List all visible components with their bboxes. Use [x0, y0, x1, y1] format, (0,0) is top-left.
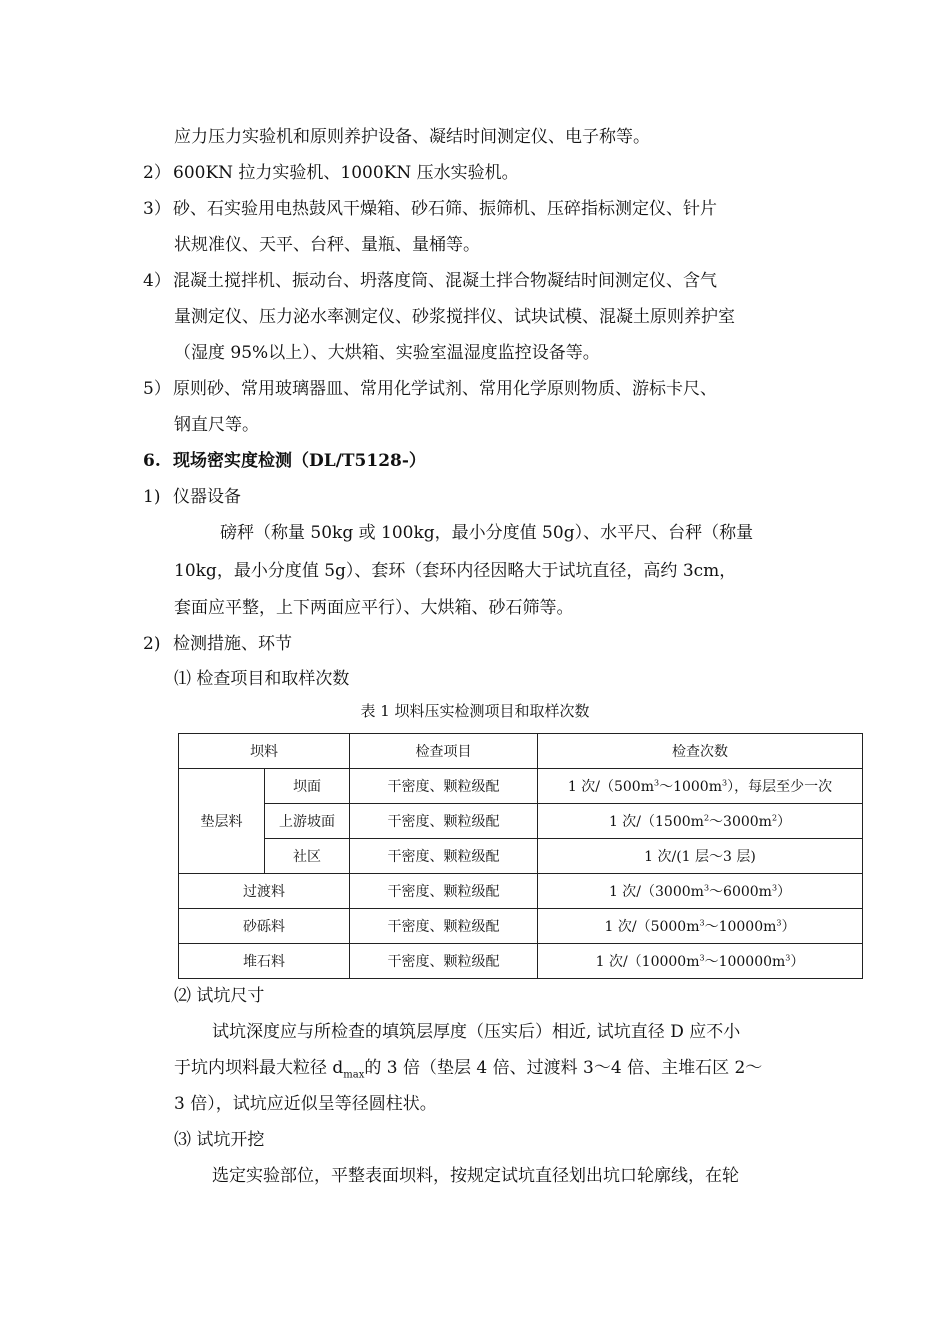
subsection-heading [143, 486, 241, 508]
text-line: 量测定仪、压力泌水率测定仪、砂浆搅拌仪、试块试模、混凝土原则养护室 [174, 307, 735, 327]
table-cell: 1 次$/(500m^3\sim 1000m^3)$，每层至少一次 [538, 769, 863, 804]
list-item [143, 162, 519, 184]
table-cell: 坝面 [265, 769, 350, 804]
section-title: 现场密实度检测（DL/T5128-） [173, 451, 426, 471]
text-line: 选定实验部位，平整表面坝料，按规定试坑直径划出坑口轮廓线，在轮 [212, 1166, 739, 1186]
header-cell: 检查项目 [350, 734, 538, 769]
group-cell: 垫层料 [179, 769, 265, 874]
table-cell: 1 次/(1 层～3 层) [538, 839, 863, 874]
table-cell: 1 次$/(3000m^3\sim 6000m^3)$ [538, 874, 863, 909]
text-line: 于坑内坝料最大粒径 $d_{max}$的 3 倍（垫层 4 倍、过渡料 3～4 倍、主堆石区 2～ [174, 1058, 763, 1081]
subsection-number: 1) [143, 487, 161, 507]
text-line: 10kg，最小分度值 5g）、套环（套环内径因略大于试坑直径，高约 3cm， [174, 561, 737, 581]
table-row [179, 909, 863, 944]
section-heading [143, 450, 426, 472]
text-line: 磅秤（称量 50kg 或 100kg，最小分度值 50g）、水平尺、台秤（称量 [220, 523, 754, 543]
table-cell: 干密度、颗粒级配 [350, 909, 538, 944]
table-caption: 表 1 坝料压实检测项目和取样次数 [360, 702, 590, 720]
subsection-title: 检测措施、环节 [173, 634, 292, 654]
table-row [179, 769, 863, 804]
table-cell: 过渡料 [179, 874, 350, 909]
step-heading: ⑵ 试坑尺寸 [174, 986, 265, 1006]
table-row [179, 804, 863, 839]
table-cell: 堆石料 [179, 944, 350, 979]
text-line: 套面应平整，上下两面应平行）、大烘箱、砂石筛等。 [174, 598, 574, 618]
table-cell: 社区 [265, 839, 350, 874]
header-cell: 检查次数 [538, 734, 863, 769]
table-cell: 1 次$/(10000m^3\sim 100000m^3)$ [538, 944, 863, 979]
table-cell: 1 次$/(5000m^3\sim 10000m^3)$ [538, 909, 863, 944]
list-number: 2） [143, 163, 171, 183]
table-row [179, 874, 863, 909]
list-text: 混凝土搅拌机、振动台、坍落度筒、混凝土拌合物凝结时间测定仪、含气 [173, 271, 717, 291]
table-cell: 上游坡面 [265, 804, 350, 839]
table-header-row [179, 734, 863, 769]
text-line: 钢直尺等。 [174, 415, 259, 435]
table-row [179, 839, 863, 874]
text-line: 状规准仪、天平、台秤、量瓶、量桶等。 [174, 235, 480, 255]
table-cell: 干密度、颗粒级配 [350, 944, 538, 979]
list-text: 600KN 拉力实验机、1000KN 压水实验机。 [173, 163, 519, 183]
list-text: 砂、石实验用电热鼓风干燥箱、砂石筛、振筛机、压碎指标测定仪、针片 [173, 199, 717, 219]
subsection-title: 仪器设备 [173, 487, 241, 507]
list-number: 4） [143, 271, 171, 291]
table-row [179, 944, 863, 979]
text-line: 3 倍），试坑应近似呈等径圆柱状。 [174, 1094, 437, 1114]
table-cell: 干密度、颗粒级配 [350, 804, 538, 839]
list-number: 3） [143, 199, 171, 219]
table-cell: 干密度、颗粒级配 [350, 769, 538, 804]
list-number: 5） [143, 379, 171, 399]
inspection-table [178, 733, 863, 979]
list-item [143, 198, 717, 220]
list-item [143, 270, 717, 292]
subsection-number: 2) [143, 634, 161, 654]
header-cell: 坝料 [179, 734, 350, 769]
text-line: （湿度 95%以上）、大烘箱、实验室温湿度监控设备等。 [174, 343, 600, 363]
table-cell: 砂砾料 [179, 909, 350, 944]
text-line: 应力压力实验机和原则养护设备、凝结时间测定仪、电子称等。 [174, 127, 650, 147]
step-heading: ⑶ 试坑开挖 [174, 1130, 265, 1150]
subsection-heading [143, 633, 292, 655]
text-line: 试坑深度应与所检查的填筑层厚度（压实后）相近, 试坑直径 D 应不小 [212, 1022, 741, 1042]
table-cell: 干密度、颗粒级配 [350, 839, 538, 874]
step-heading: ⑴ 检查项目和取样次数 [174, 669, 350, 689]
list-text: 原则砂、常用玻璃器皿、常用化学试剂、常用化学原则物质、游标卡尺、 [173, 379, 717, 399]
section-number: 6. [143, 451, 161, 471]
table-cell: 干密度、颗粒级配 [350, 874, 538, 909]
list-item [143, 378, 717, 400]
table-cell: 1 次$/(1500m^2\sim 3000m^2)$ [538, 804, 863, 839]
